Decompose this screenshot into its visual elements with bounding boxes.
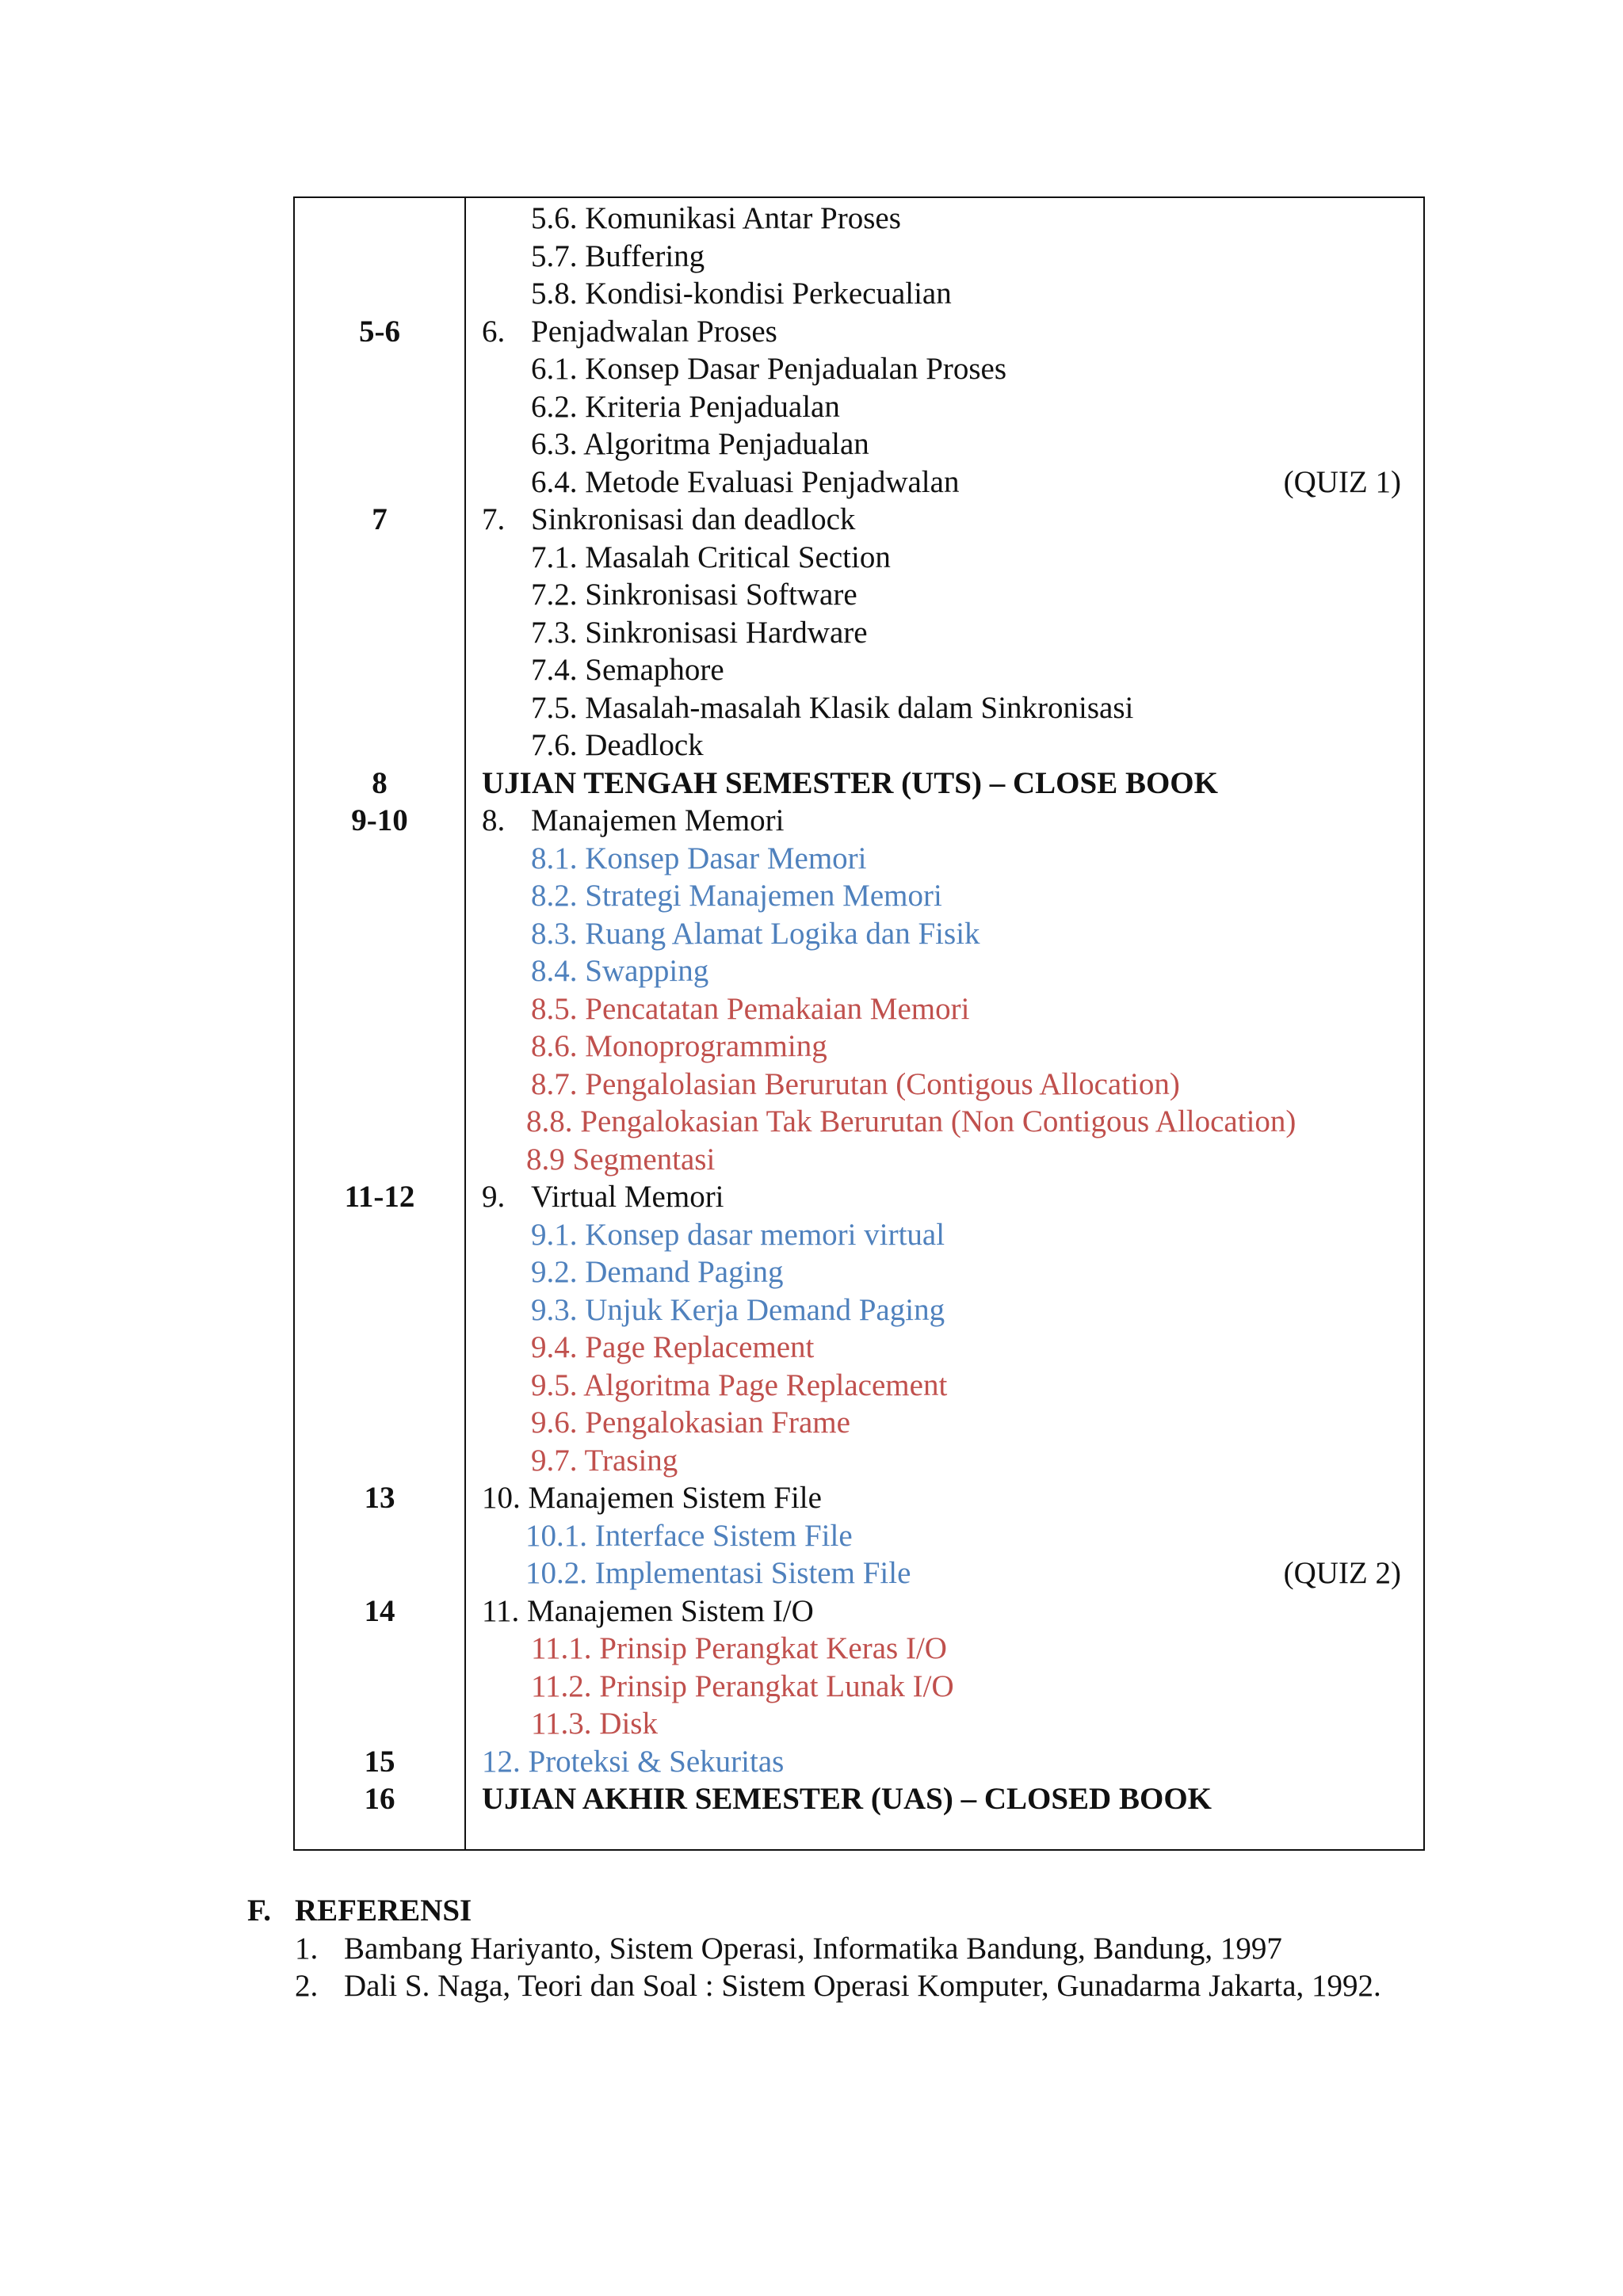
table-row	[295, 877, 1423, 915]
table-row	[295, 200, 1423, 238]
table-row	[295, 727, 1423, 765]
week-cell: 8	[372, 765, 388, 800]
topic-text: 9.5. Algoritma Page Replacement	[531, 1367, 948, 1402]
topic-text: Virtual Memori	[531, 1180, 724, 1214]
week-cell: 14	[364, 1593, 395, 1628]
quiz-label: (QUIZ 2)	[1283, 1556, 1401, 1590]
topic-text: 9.1. Konsep dasar memori virtual	[531, 1217, 945, 1252]
week-cell: 11-12	[344, 1180, 415, 1214]
table-row	[295, 1028, 1423, 1066]
topic-text: 6.3. Algoritma Penjadualan	[531, 427, 869, 461]
table-row	[295, 1442, 1423, 1480]
topic-text: 9.4. Page Replacement	[531, 1330, 815, 1364]
table-row	[295, 1743, 1423, 1781]
topic-heading: 10. Manajemen Sistem File	[482, 1481, 822, 1515]
topic-text: 7.5. Masalah-masalah Klasik dalam Sinkronisasi	[531, 690, 1134, 725]
topic-text: 9.7. Trasing	[531, 1443, 678, 1478]
table-row	[295, 1141, 1423, 1179]
topic-text: 8.5. Pencatatan Pemakaian Memori	[531, 991, 970, 1026]
topic-text: 9.3. Unjuk Kerja Demand Paging	[531, 1292, 945, 1327]
table-row	[295, 915, 1423, 953]
table-row	[295, 1668, 1423, 1706]
reference-item	[247, 1967, 1428, 2005]
topic-text: Penjadwalan Proses	[531, 314, 777, 349]
reference-text: Dali S. Naga, Teori dan Soal : Sistem Operasi Komputer, Gunadarma Jakarta, 1992.	[344, 1969, 1381, 2003]
reference-number: 1.	[295, 1931, 319, 1966]
table-row	[295, 689, 1423, 727]
table-row	[295, 350, 1423, 388]
topic-number: 9.	[482, 1180, 506, 1214]
topic-text: Sinkronisasi dan deadlock	[531, 502, 856, 536]
table-row	[295, 1178, 1423, 1216]
reference-text: Bambang Hariyanto, Sistem Operasi, Informatika Bandung, Bandung, 1997	[344, 1931, 1282, 1966]
section-heading	[247, 1892, 1428, 1930]
table-row	[295, 1329, 1423, 1367]
week-cell: 5-6	[359, 314, 400, 349]
week-cell: 13	[364, 1481, 395, 1515]
topic-heading	[482, 313, 777, 351]
topic-text: 7.3. Sinkronisasi Hardware	[531, 615, 868, 650]
table-row	[295, 1705, 1423, 1743]
topic-heading: 11. Manajemen Sistem I/O	[482, 1593, 814, 1628]
quiz-label: (QUIZ 1)	[1283, 464, 1401, 499]
topic-text: 11.1. Prinsip Perangkat Keras I/O	[531, 1631, 947, 1665]
table-row	[295, 1291, 1423, 1329]
table-row	[295, 1216, 1423, 1254]
table-row	[295, 1479, 1423, 1517]
table-row	[295, 576, 1423, 614]
week-cell: 16	[364, 1782, 395, 1816]
topic-text: 8.9 Segmentasi	[526, 1142, 716, 1177]
table-row	[295, 990, 1423, 1028]
topic-number: 6.	[482, 314, 506, 349]
table-row	[295, 501, 1423, 539]
topic-text: 7.4. Semaphore	[531, 653, 724, 687]
exam-label: UJIAN TENGAH SEMESTER (UTS) – CLOSE BOOK	[482, 765, 1218, 800]
table-row	[295, 1630, 1423, 1668]
topic-text: 7.6. Deadlock	[531, 728, 704, 762]
topic-text: 6.1. Konsep Dasar Penjadualan Proses	[531, 352, 1007, 386]
section-letter: F.	[247, 1894, 271, 1928]
references-section	[247, 1892, 1428, 2005]
topic-text: 10.1. Interface Sistem File	[525, 1518, 853, 1553]
table-row	[295, 539, 1423, 577]
topic-number: 7.	[482, 502, 506, 536]
week-cell: 9-10	[351, 803, 408, 837]
topic-text: 5.7. Buffering	[531, 238, 705, 273]
reference-item	[247, 1930, 1428, 1968]
table-row	[295, 1780, 1423, 1818]
table-row	[295, 1592, 1423, 1630]
topic-text: 5.8. Kondisi-kondisi Perkecualian	[531, 277, 952, 311]
table-row	[295, 1367, 1423, 1405]
topic-text: 7.2. Sinkronisasi Software	[531, 578, 857, 612]
topic-heading	[482, 501, 855, 539]
table-row	[295, 463, 1423, 502]
week-cell: 7	[372, 502, 388, 536]
topic-text: 8.6. Monoprogramming	[531, 1029, 827, 1063]
table-row	[295, 765, 1423, 803]
topic-text: 8.2. Strategi Manajemen Memori	[531, 879, 942, 913]
topic-text: 10.2. Implementasi Sistem File	[525, 1556, 911, 1590]
topic-text: 7.1. Masalah Critical Section	[531, 540, 891, 574]
table-row	[295, 1253, 1423, 1291]
topic-text: 11.2. Prinsip Perangkat Lunak I/O	[531, 1669, 954, 1703]
table-row	[295, 425, 1423, 463]
table-row	[295, 275, 1423, 313]
exam-label: UJIAN AKHIR SEMESTER (UAS) – CLOSED BOOK	[482, 1782, 1212, 1816]
topic-text: 8.3. Ruang Alamat Logika dan Fisik	[531, 916, 980, 951]
table-row	[295, 1066, 1423, 1104]
topic-text: 5.6. Komunikasi Antar Proses	[531, 201, 901, 235]
table-row	[295, 238, 1423, 276]
section-title: REFERENSI	[295, 1894, 472, 1928]
table-row	[295, 802, 1423, 840]
table-row	[295, 614, 1423, 652]
topic-text: 8.7. Pengalolasian Berurutan (Contigous Allocation)	[531, 1066, 1180, 1101]
table-row	[295, 1404, 1423, 1442]
topic-text: 11.3. Disk	[531, 1707, 658, 1741]
table-row	[295, 313, 1423, 351]
topic-text: 6.2. Kriteria Penjadualan	[531, 389, 840, 424]
table-row	[295, 1554, 1423, 1592]
topic-heading: 12. Proteksi & Sekuritas	[482, 1744, 785, 1779]
table-row	[295, 1103, 1423, 1141]
table-row	[295, 651, 1423, 689]
table-row	[295, 1517, 1423, 1555]
topic-text: 9.2. Demand Paging	[531, 1255, 784, 1289]
table-row	[295, 952, 1423, 990]
schedule-table	[293, 196, 1425, 1851]
topic-text: 8.8. Pengalokasian Tak Berurutan (Non Contigous Allocation)	[526, 1104, 1296, 1138]
reference-number: 2.	[295, 1969, 319, 2003]
topic-text: Manajemen Memori	[531, 803, 785, 837]
table-row	[295, 388, 1423, 426]
topic-heading	[482, 1178, 724, 1216]
topic-text: 9.6. Pengalokasian Frame	[531, 1405, 850, 1440]
topic-text: 8.4. Swapping	[531, 954, 709, 988]
week-cell: 15	[364, 1744, 395, 1779]
topic-text: 6.4. Metode Evaluasi Penjadwalan	[531, 464, 960, 499]
topic-number: 8.	[482, 803, 506, 837]
table-row	[295, 840, 1423, 878]
topic-heading	[482, 802, 784, 840]
topic-text: 8.1. Konsep Dasar Memori	[531, 841, 867, 875]
